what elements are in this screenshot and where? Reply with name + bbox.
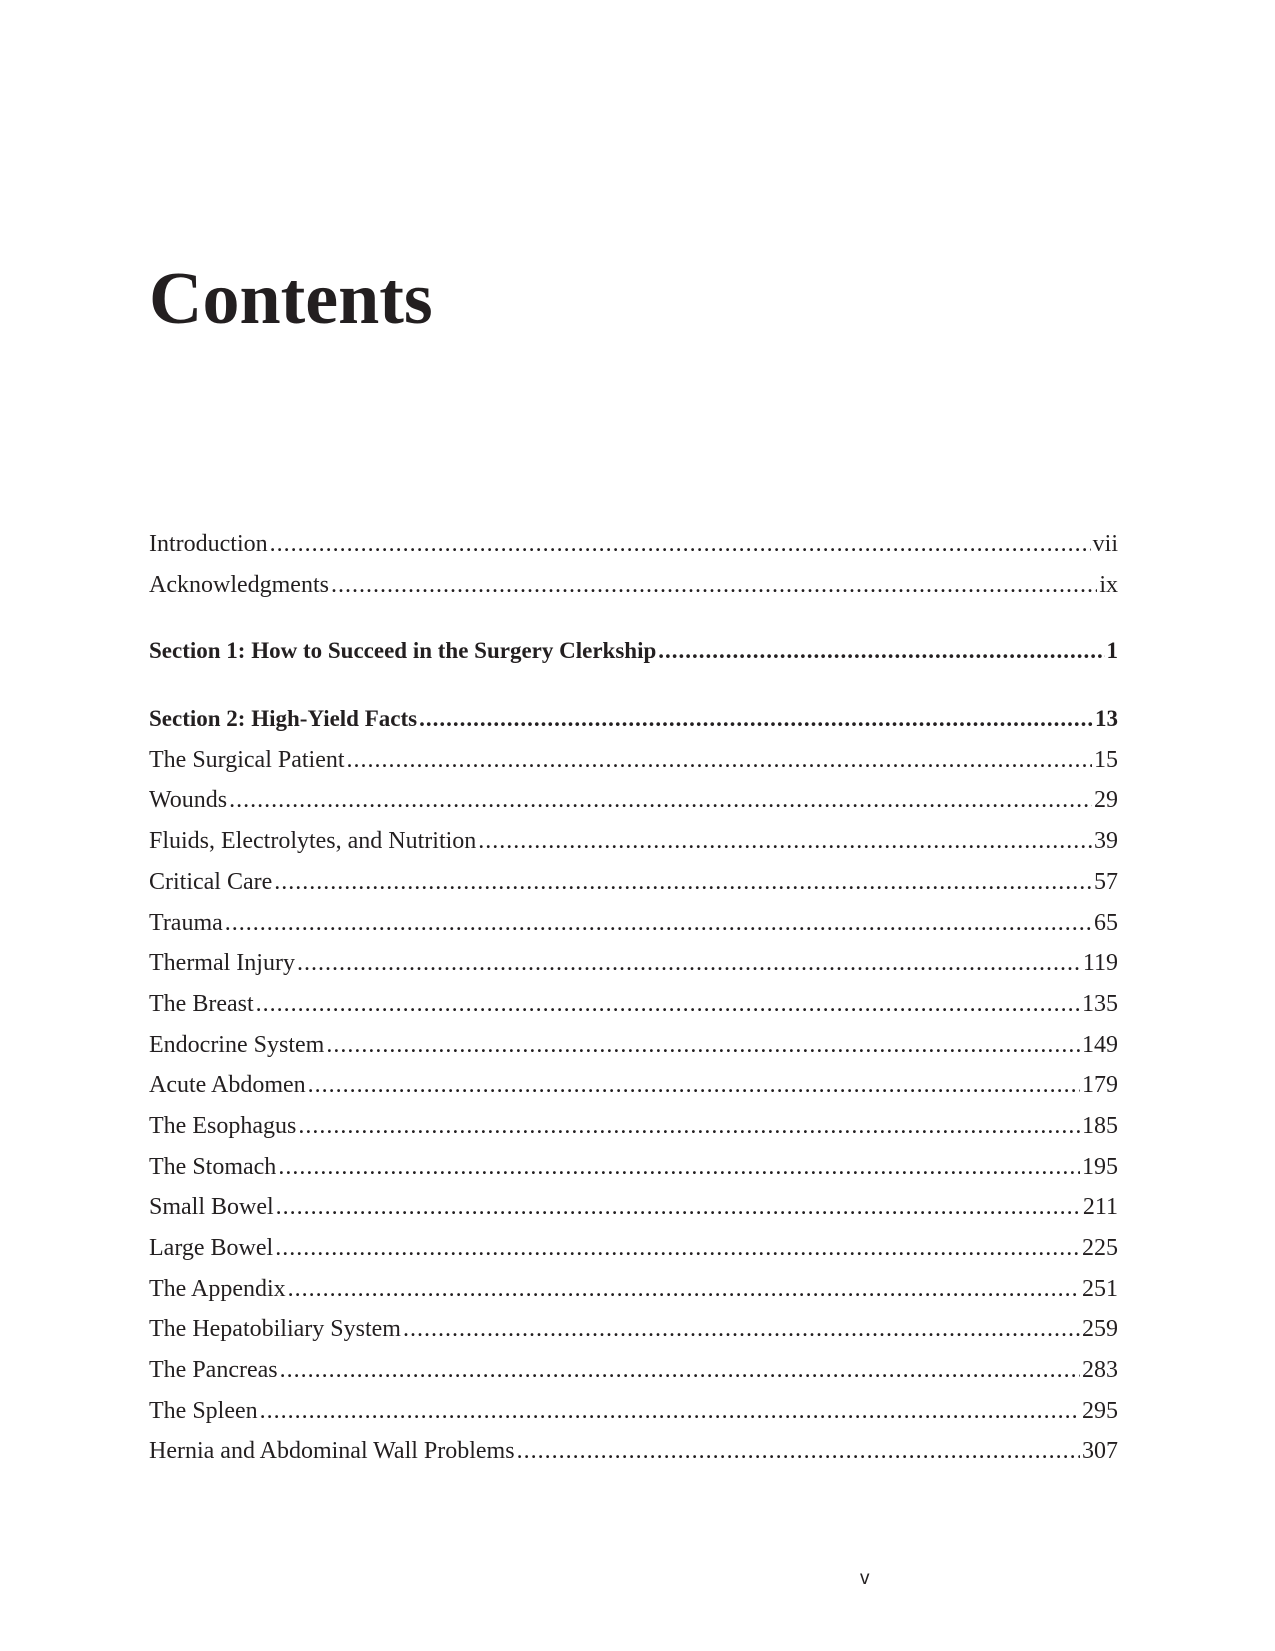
toc-entry-page: 283 [1082, 1357, 1118, 1384]
table-of-contents [149, 524, 1118, 1472]
toc-entry-page: 135 [1082, 990, 1118, 1017]
toc-entry-label: Large Bowel [149, 1235, 274, 1261]
dot-leader [276, 1187, 1081, 1228]
toc-entry-label: The Stomach [149, 1153, 277, 1180]
dot-leader [256, 984, 1080, 1025]
toc-entry-page: 15 [1094, 746, 1118, 773]
toc-entry[interactable] [149, 903, 1118, 944]
toc-entry[interactable] [149, 821, 1118, 862]
toc-entry-label: Acute Abdomen [149, 1072, 306, 1099]
section-spacer [149, 672, 1118, 699]
toc-section-1[interactable] [149, 631, 1118, 672]
dot-leader [478, 821, 1092, 862]
dot-leader [278, 1147, 1080, 1188]
dot-leader [403, 1309, 1080, 1350]
toc-entry-label: Small Bowel [149, 1194, 274, 1221]
toc-entry-label: Acknowledgments [149, 571, 329, 598]
section-spacer [149, 605, 1118, 631]
toc-entry[interactable] [149, 1025, 1118, 1066]
toc-entry-page: 119 [1082, 950, 1118, 977]
toc-entry-label: Trauma [149, 909, 223, 936]
toc-entry[interactable] [149, 943, 1118, 984]
dot-leader [298, 1106, 1080, 1147]
toc-section-page: 13 [1095, 706, 1118, 732]
dot-leader [658, 631, 1104, 672]
dot-leader [326, 1025, 1080, 1066]
toc-entry-label: The Hepatobiliary System [149, 1316, 401, 1343]
toc-entry-page: 259 [1082, 1316, 1118, 1343]
toc-entry[interactable] [149, 1309, 1118, 1350]
toc-entry-label: Wounds [149, 787, 228, 814]
toc-entry[interactable] [149, 1187, 1118, 1228]
toc-entry-label: The Pancreas [149, 1357, 278, 1384]
toc-entry-page: 39 [1094, 828, 1118, 855]
toc-entry[interactable] [149, 1065, 1118, 1106]
toc-section-label: Section 2: High-Yield Facts [149, 706, 418, 732]
toc-entry-page: 211 [1082, 1194, 1118, 1221]
toc-entry-label: Critical Care [149, 868, 273, 895]
toc-entry-page: 29 [1094, 787, 1118, 814]
dot-leader [347, 740, 1092, 781]
toc-entry-page: 65 [1094, 909, 1118, 936]
toc-entry-label: Introduction [149, 531, 268, 557]
toc-entry[interactable] [149, 1269, 1118, 1310]
toc-entry-page: 185 [1082, 1112, 1118, 1139]
chapter-list [149, 740, 1118, 1472]
toc-entry-page: 251 [1082, 1275, 1118, 1302]
page-title: Contents [149, 258, 433, 340]
toc-entry-page: 195 [1082, 1153, 1118, 1180]
toc-entry[interactable] [149, 1431, 1118, 1472]
toc-entry-page: 179 [1082, 1072, 1118, 1099]
dot-leader [280, 1350, 1080, 1391]
toc-entry-acknowledgments[interactable] [149, 565, 1118, 606]
dot-leader [270, 524, 1091, 565]
toc-entry-label: The Esophagus [149, 1112, 297, 1139]
dot-leader [274, 862, 1092, 903]
toc-entry-page: 295 [1082, 1397, 1118, 1424]
toc-entry-label: Thermal Injury [149, 950, 295, 977]
dot-leader [331, 565, 1097, 606]
toc-entry[interactable] [149, 1228, 1118, 1269]
toc-entry[interactable] [149, 984, 1118, 1025]
dot-leader [288, 1269, 1080, 1310]
toc-entry[interactable] [149, 780, 1118, 821]
toc-entry-page: 149 [1082, 1031, 1118, 1058]
toc-entry-introduction[interactable] [149, 524, 1118, 565]
toc-entry-label: Hernia and Abdominal Wall Problems [149, 1438, 515, 1465]
toc-section-page: 1 [1106, 638, 1118, 664]
toc-entry-label: The Breast [149, 990, 254, 1017]
dot-leader [260, 1391, 1080, 1432]
toc-entry[interactable] [149, 1147, 1118, 1188]
toc-entry-label: The Appendix [149, 1275, 286, 1302]
toc-entry-page: 225 [1082, 1235, 1118, 1261]
toc-entry[interactable] [149, 1350, 1118, 1391]
toc-entry-label: Fluids, Electrolytes, and Nutrition [149, 828, 477, 855]
toc-entry[interactable] [149, 740, 1118, 781]
dot-leader [275, 1228, 1080, 1269]
toc-entry[interactable] [149, 1391, 1118, 1432]
toc-entry-page: 57 [1094, 868, 1118, 895]
toc-section-label: Section 1: How to Succeed in the Surgery Clerkship [149, 638, 657, 664]
toc-entry-page: ix [1099, 571, 1118, 598]
toc-entry-label: The Surgical Patient [149, 746, 345, 773]
toc-entry-label: The Spleen [149, 1397, 258, 1424]
dot-leader [225, 903, 1092, 944]
toc-entry[interactable] [149, 1106, 1118, 1147]
toc-entry-page: 307 [1082, 1438, 1118, 1465]
toc-entry[interactable] [149, 862, 1118, 903]
dot-leader [419, 699, 1093, 740]
dot-leader [517, 1431, 1080, 1472]
toc-section-2[interactable] [149, 699, 1118, 740]
toc-entry-page: vii [1092, 531, 1118, 557]
dot-leader [229, 780, 1092, 821]
toc-entry-label: Endocrine System [149, 1031, 325, 1058]
dot-leader [308, 1065, 1080, 1106]
page-number-text: v [860, 1568, 870, 1589]
dot-leader [297, 943, 1081, 984]
